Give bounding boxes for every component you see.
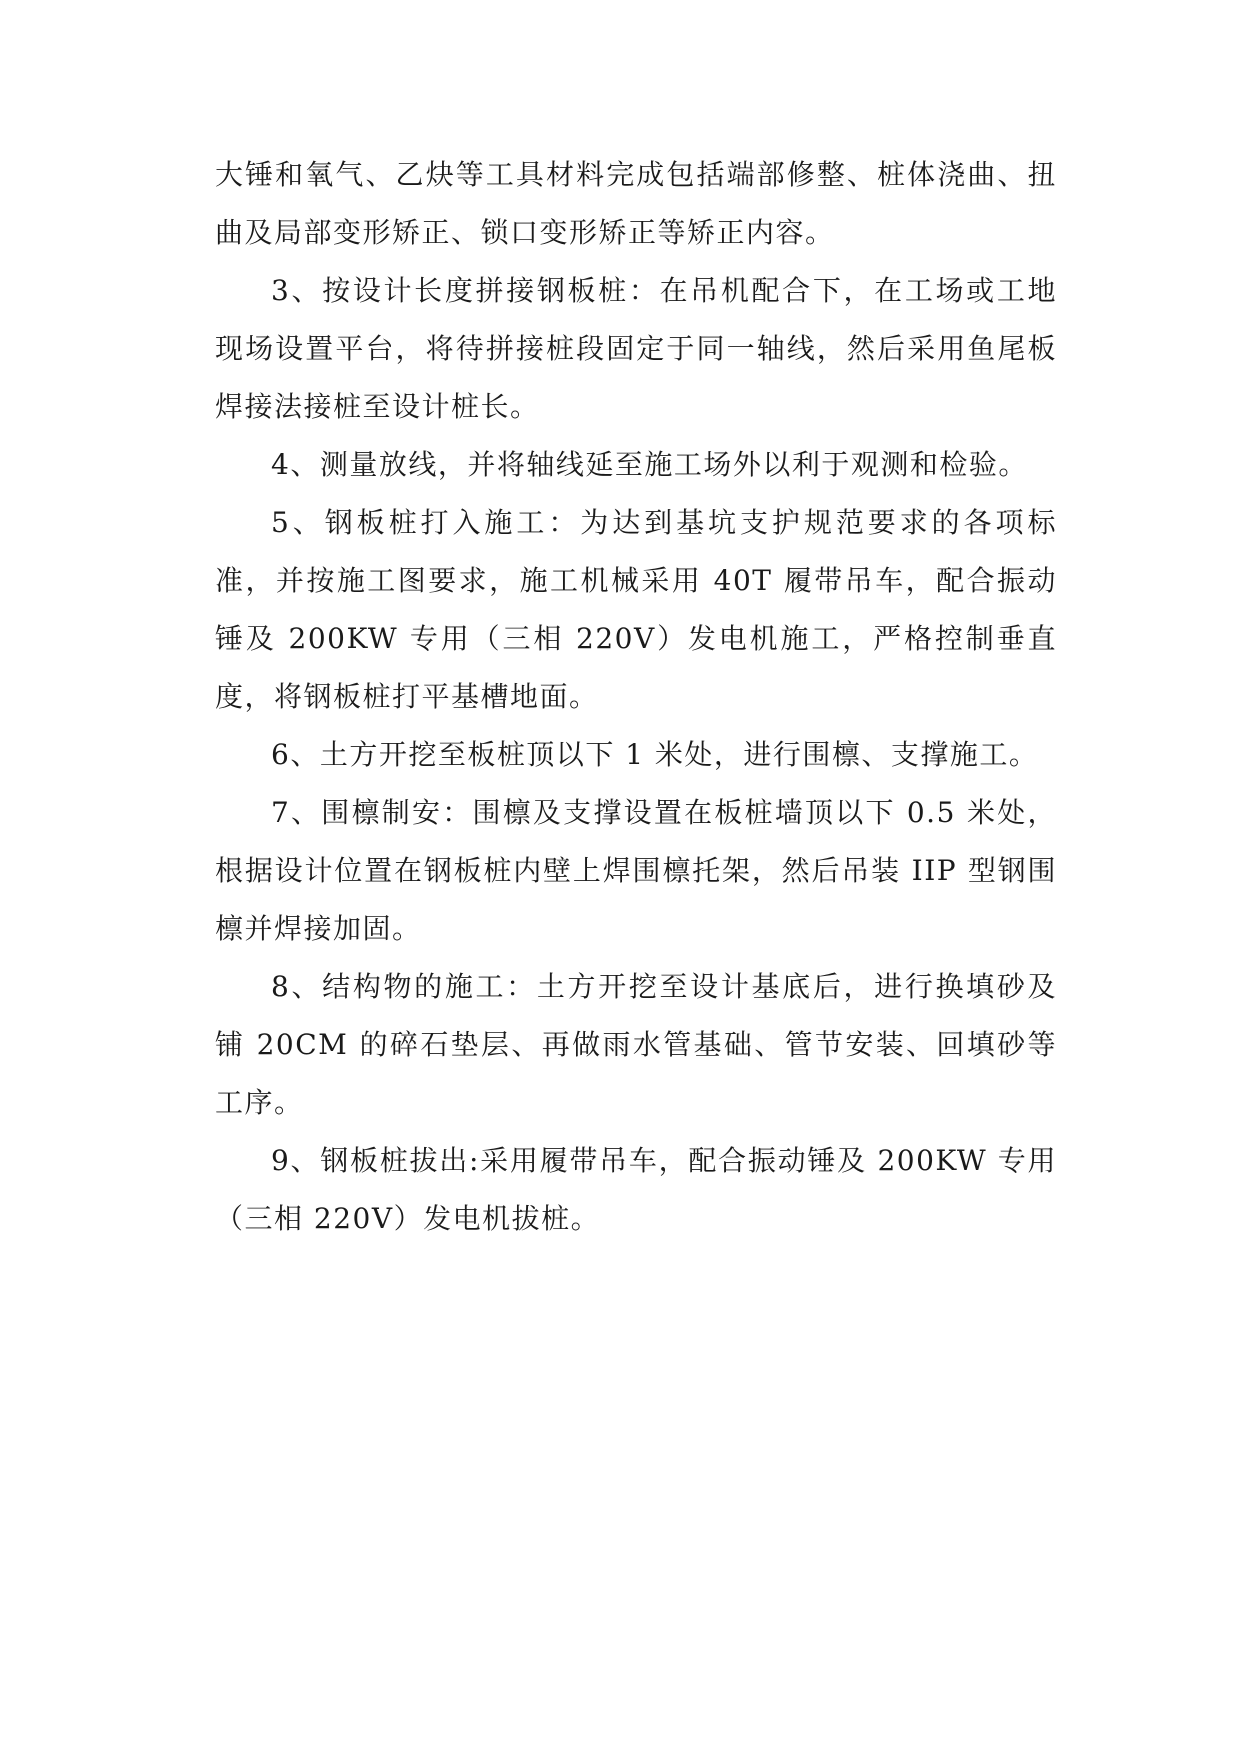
document-body <box>215 146 1057 1248</box>
paragraph-step-9: 9、钢板桩拔出:采用履带吊车，配合振动锤及 200KW 专用（三相 220V）发电机拔桩。 <box>215 1144 1057 1235</box>
paragraph-step-8: 8、结构物的施工：土方开挖至设计基底后，进行换填砂及铺 20CM 的碎石垫层、再做雨水管基础、管节安装、回填砂等工序。 <box>215 970 1057 1119</box>
paragraph-step-6: 6、土方开挖至板桩顶以下 1 米处，进行围檩、支撑施工。 <box>271 738 1039 771</box>
paragraph-step-5: 5、钢板桩打入施工：为达到基坑支护规范要求的各项标准，并按施工图要求，施工机械采用 40T 履带吊车，配合振动锤及 200KW 专用（三相 220V）发电机施工，严格控制垂直度，将钢板桩打平基槽地面。 <box>215 506 1057 713</box>
paragraph-continuation: 大锤和氧气、乙炔等工具材料完成包括端部修整、桩体浇曲、扭曲及局部变形矫正、锁口变形矫正等矫正内容。 <box>215 158 1057 249</box>
paragraph-step-7: 7、围檩制安：围檩及支撑设置在板桩墙顶以下 0.5 米处，根据设计位置在钢板桩内壁上焊围檩托架，然后吊装 IIP 型钢围檩并焊接加固。 <box>215 796 1057 945</box>
paragraph-step-4: 4、测量放线，并将轴线延至施工场外以利于观测和检验。 <box>271 448 1028 481</box>
paragraph-step-3: 3、按设计长度拼接钢板桩：在吊机配合下，在工场或工地现场设置平台，将待拼接桩段固定于同一轴线，然后采用鱼尾板焊接法接桩至设计桩长。 <box>215 274 1057 423</box>
